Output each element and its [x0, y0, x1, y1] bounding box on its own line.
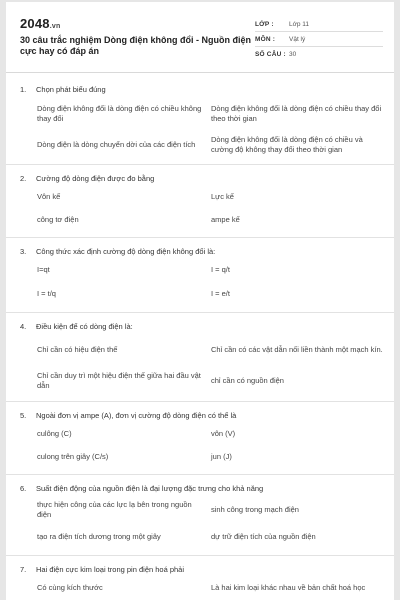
- question-stem: [6, 481, 394, 495]
- answer-d[interactable]: chỉ cần có nguồn điện: [211, 376, 284, 385]
- meta-row-class: [255, 17, 383, 32]
- logo-suffix: .vn: [49, 23, 61, 30]
- answer-c[interactable]: tạo ra điện tích dương trong một giây: [37, 532, 161, 541]
- answer-row: [37, 367, 386, 395]
- answer-b[interactable]: sinh công trong mạch điện: [211, 505, 299, 514]
- document-title: 30 câu trắc nghiệm Dòng điện không đổi - Nguồn điện cực hay có đáp án: [20, 35, 252, 56]
- answer-a[interactable]: Có cùng kích thước: [37, 583, 103, 592]
- question-stem: [6, 408, 394, 422]
- answer-grid: [6, 185, 394, 231]
- answer-row: [37, 422, 386, 446]
- answer-c[interactable]: Chỉ cần duy trì một hiệu điện thế giữa hai đầu vật dẫn: [37, 371, 201, 390]
- question-text: Công thức xác định cường độ dòng điện không đổi là:: [36, 246, 216, 256]
- answer-grid: [6, 576, 394, 600]
- question-number: 7.: [20, 564, 27, 574]
- question-7: [6, 562, 394, 600]
- question-1: [6, 82, 394, 165]
- answer-d[interactable]: Dòng điện không đổi là dòng điện có chiều và cường độ không thay đổi theo thời gian: [211, 135, 363, 154]
- question-text: Chọn phát biểu đúng: [36, 84, 106, 94]
- answer-row: [37, 282, 386, 306]
- question-divider: [6, 164, 394, 165]
- question-4: [6, 319, 394, 402]
- meta-label: SỐ CÂU :: [255, 51, 286, 58]
- logo-main: 2048: [20, 16, 50, 31]
- question-text: Điều kiện để có dòng điện là:: [36, 321, 133, 331]
- question-stem: [6, 82, 394, 96]
- question-list: [6, 82, 394, 600]
- meta-table: [255, 17, 383, 62]
- question-number: 2.: [20, 173, 27, 183]
- meta-label: LỚP :: [255, 20, 274, 28]
- answer-row: [37, 209, 386, 231]
- question-number: 1.: [20, 84, 27, 94]
- answer-a[interactable]: Vôn kế: [37, 192, 61, 201]
- answer-c[interactable]: công tơ điện: [37, 215, 79, 224]
- meta-label: MÔN :: [255, 35, 276, 43]
- question-number: 4.: [20, 321, 27, 331]
- answer-d[interactable]: jun (J): [211, 452, 232, 461]
- question-3: [6, 244, 394, 313]
- question-text: Hai điện cực kim loại trong pin điện hoá phải: [36, 564, 185, 574]
- question-stem: [6, 171, 394, 185]
- answer-b[interactable]: Chỉ cần có các vật dẫn nối liền thành một mạch kín.: [211, 345, 383, 354]
- answer-grid: [6, 96, 394, 158]
- question-stem: [6, 562, 394, 576]
- answer-c[interactable]: Dòng điện là dòng chuyển dời của các điện tích: [37, 140, 196, 149]
- answer-b[interactable]: Dòng điện không đổi là dòng điện có chiều thay đổi theo thời gian: [211, 104, 382, 123]
- answer-a[interactable]: culông (C): [37, 429, 72, 438]
- meta-row-subject: [255, 32, 383, 47]
- answer-row: [37, 333, 386, 367]
- question-divider: [6, 312, 394, 313]
- answer-row: [37, 525, 386, 549]
- answer-d[interactable]: I = e/t: [211, 289, 230, 298]
- site-logo[interactable]: [20, 16, 60, 31]
- answer-b[interactable]: I = q/t: [211, 265, 230, 274]
- answer-row: [37, 96, 386, 132]
- answer-c[interactable]: culong trên giây (C/s): [37, 452, 109, 461]
- answer-grid: [6, 422, 394, 468]
- meta-value: 30: [289, 51, 297, 58]
- question-text: Suất điện động của nguồn điện là đại lượng đặc trưng cho khả năng: [36, 483, 264, 493]
- question-divider: [6, 401, 394, 402]
- answer-a[interactable]: thực hiện công của các lực lạ bên trong nguồn điện: [37, 500, 192, 519]
- document-page: [6, 2, 394, 600]
- question-divider: [6, 237, 394, 238]
- meta-value: Lớp 11: [289, 20, 310, 28]
- answer-row: [37, 132, 386, 158]
- answer-a[interactable]: Dòng điện không đổi là dòng điện có chiều không thay đổi: [37, 104, 202, 123]
- answer-a[interactable]: Chỉ cần có hiệu điện thế: [37, 345, 118, 354]
- question-divider: [6, 474, 394, 475]
- question-number: 3.: [20, 246, 27, 256]
- answer-grid: [6, 495, 394, 549]
- answer-row: [37, 576, 386, 600]
- question-number: 5.: [20, 410, 27, 420]
- question-text: Cường độ dòng điện được đo bằng: [36, 173, 155, 183]
- question-number: 6.: [20, 483, 27, 493]
- question-stem: [6, 319, 394, 333]
- answer-a[interactable]: I=qt: [37, 265, 50, 274]
- answer-b[interactable]: vôn (V): [211, 429, 236, 438]
- answer-row: [37, 258, 386, 282]
- answer-row: [37, 446, 386, 468]
- answer-row: [37, 495, 386, 525]
- meta-row-count: [255, 47, 383, 62]
- meta-value: Vật lý: [289, 35, 306, 43]
- answer-c[interactable]: I = t/q: [37, 289, 56, 298]
- header-divider: [6, 72, 394, 73]
- answer-grid: [6, 258, 394, 306]
- answer-grid: [6, 333, 394, 395]
- question-2: [6, 171, 394, 238]
- answer-d[interactable]: ampe kế: [211, 215, 240, 224]
- question-6: [6, 481, 394, 556]
- question-divider: [6, 555, 394, 556]
- answer-b[interactable]: Là hai kim loại khác nhau về bản chất hoá học: [211, 583, 366, 592]
- question-5: [6, 408, 394, 475]
- answer-d[interactable]: dự trữ điện tích của nguồn điện: [211, 532, 316, 541]
- question-stem: [6, 244, 394, 258]
- answer-row: [37, 185, 386, 209]
- answer-b[interactable]: Lực kế: [211, 192, 234, 201]
- question-text: Ngoài đơn vị ampe (A), đơn vị cường độ dòng điện có thể là: [36, 410, 237, 420]
- document-header: [6, 2, 394, 72]
